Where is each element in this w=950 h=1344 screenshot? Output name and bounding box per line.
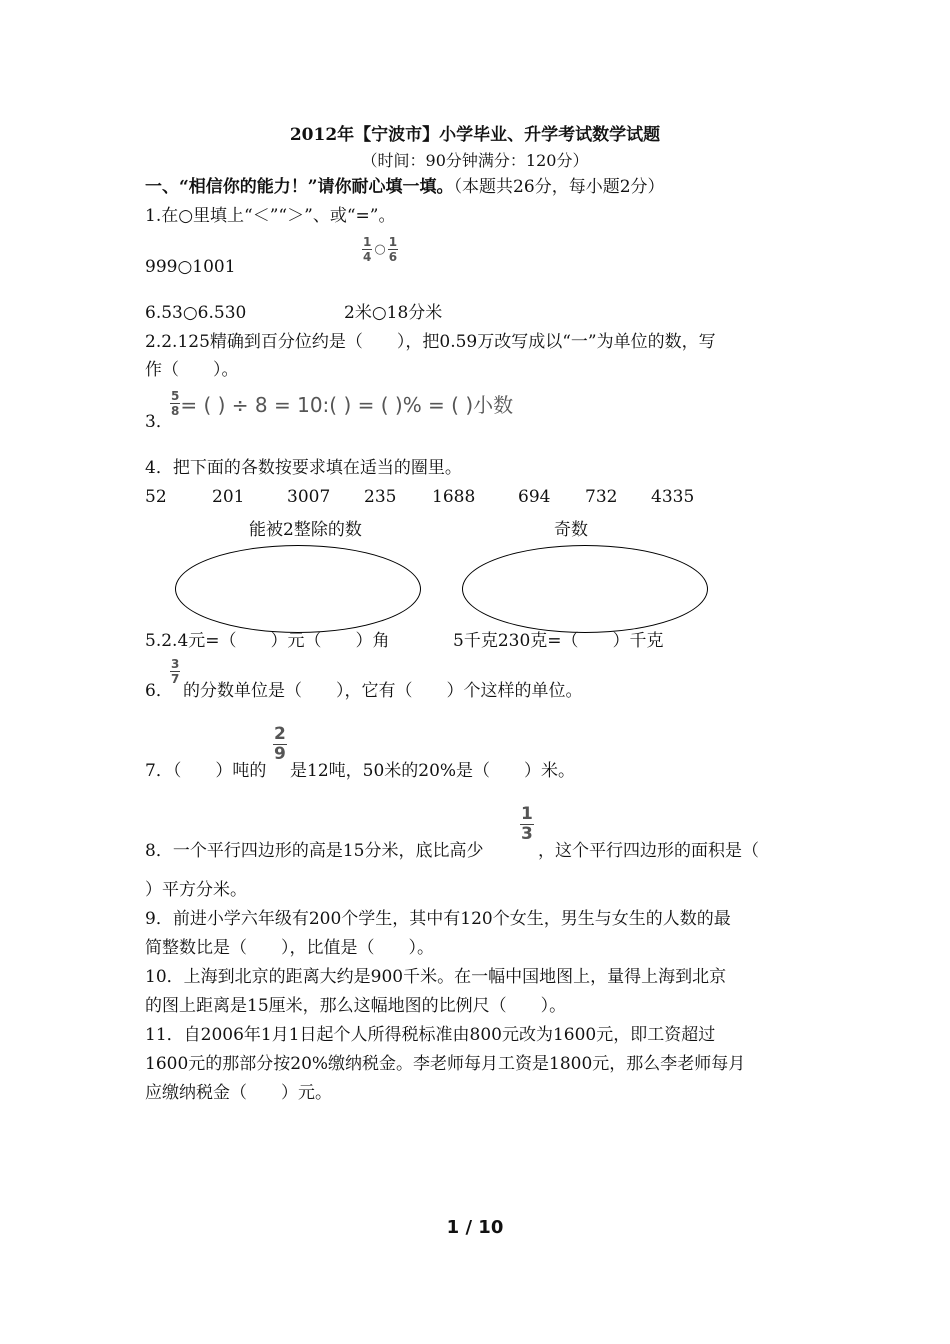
q8-line2: ）平方分米。 [145, 880, 247, 900]
q4-number: 732 [585, 487, 618, 507]
q9-line1: 9．前进小学六年级有200个学生，其中有120个女生，男生与女生的人数的最 [145, 909, 731, 929]
q8-fraction-num: 1 [521, 804, 533, 824]
q6-fraction-den: 7 [171, 672, 180, 686]
q4-number-list [0, 487, 950, 507]
section1-heading: 一、“相信你的能力！”请你耐心填一填。 [145, 177, 454, 197]
q6-fraction-num: 3 [171, 657, 180, 671]
q8-fraction-den: 3 [521, 824, 533, 844]
q8-fraction [520, 806, 534, 843]
q4-number: 1688 [432, 487, 476, 507]
q7-fraction [273, 726, 287, 763]
q8-post: ，这个平行四边形的面积是（ [538, 841, 759, 861]
page-number: 1 / 10 [446, 1217, 504, 1238]
q6-prefix: 6． [145, 681, 173, 701]
q6-text: 的分数单位是（ ），它有（ ）个这样的单位。 [183, 681, 583, 701]
q4-number: 3007 [287, 487, 331, 507]
q1-fraction-right-den: 6 [388, 250, 398, 264]
section1-header [145, 177, 665, 197]
q1-fraction-right [388, 236, 398, 263]
q4-number: 201 [212, 487, 245, 507]
q5-part-a: 5.2.4元=（ ）元（ ）角 [145, 631, 390, 651]
q3-expression: = ( ) ÷ 8 = 10:( ) = ( )% = ( )小数 [180, 393, 514, 417]
q7-fraction-box [273, 726, 287, 763]
q1-fraction-left-den: 4 [363, 250, 372, 264]
section1-note: （本题共26分，每小题2分） [453, 177, 665, 197]
q7-fraction-num: 2 [274, 724, 286, 744]
q1-fraction-left-num: 1 [363, 235, 372, 249]
page-title: 2012年【宁波市】小学毕业、升学考试数学试题 [289, 125, 661, 145]
q4-text: 4．把下面的各数按要求填在适当的圈里。 [145, 458, 462, 478]
q8-fraction-box [520, 806, 534, 843]
q1-fraction-right-num: 1 [388, 235, 398, 249]
q3-fraction-num: 5 [171, 389, 180, 403]
q3-label: 3． [145, 412, 173, 432]
q11-line3: 应缴纳税金（ ）元。 [145, 1083, 332, 1103]
q7-fraction-den: 9 [274, 744, 286, 764]
q4-number: 4335 [651, 487, 695, 507]
q7-post: 是12吨，50米的20%是（ ）米。 [290, 761, 576, 781]
q1-item-c: 6.53○6.530 [145, 303, 247, 323]
q1-item-b [362, 236, 398, 263]
q4-number: 235 [364, 487, 397, 507]
q2-line1: 2.2.125精确到百分位约是（ ），把0.59万改写成以“一”为单位的数，写 [145, 332, 716, 352]
q3-equation [170, 389, 513, 418]
q2-line2: 作（ ）。 [145, 360, 239, 380]
q9-line2: 简整数比是（ ），比值是（ ）。 [145, 938, 434, 958]
q4-odd-circle[interactable] [462, 545, 708, 633]
q4-circle-left-label: 能被2整除的数 [249, 520, 362, 540]
q11-line2: 1600元的那部分按20%缴纳税金。李老师每月工资是1800元，那么李老师每月 [145, 1054, 746, 1074]
q8-pre: 8．一个平行四边形的高是15分米，底比高少 [145, 841, 484, 861]
q3-fraction-den: 8 [171, 404, 180, 418]
q1-fraction-left [362, 236, 372, 263]
q4-number: 52 [145, 487, 167, 507]
q7-pre: 7．（ ）吨的 [145, 761, 267, 781]
q10-line2: 的图上距离是15厘米，那么这幅地图的比例尺（ ）。 [145, 996, 567, 1016]
q3-fraction [170, 390, 180, 417]
q10-line1: 10．上海到北京的距离大约是900千米。在一幅中国地图上，量得上海到北京 [145, 967, 727, 987]
q1-text: 1.在○里填上“＜”“＞”、或“=”。 [145, 206, 396, 226]
q4-number: 694 [518, 487, 551, 507]
q11-line1: 11．自2006年1月1日起个人所得税标准由800元改为1600元，即工资超过 [145, 1025, 716, 1045]
q1-item-d: 2米○18分米 [344, 303, 443, 323]
q1-compare-circle: ○ [374, 242, 386, 257]
q4-even-circle[interactable] [175, 545, 421, 633]
q5-part-b: 5千克230克=（ ）千克 [453, 631, 664, 651]
q1-item-a: 999○1001 [145, 257, 236, 277]
exam-time-info: （时间：90分钟满分：120分） [361, 151, 589, 170]
q4-circle-right-label: 奇数 [554, 520, 588, 540]
